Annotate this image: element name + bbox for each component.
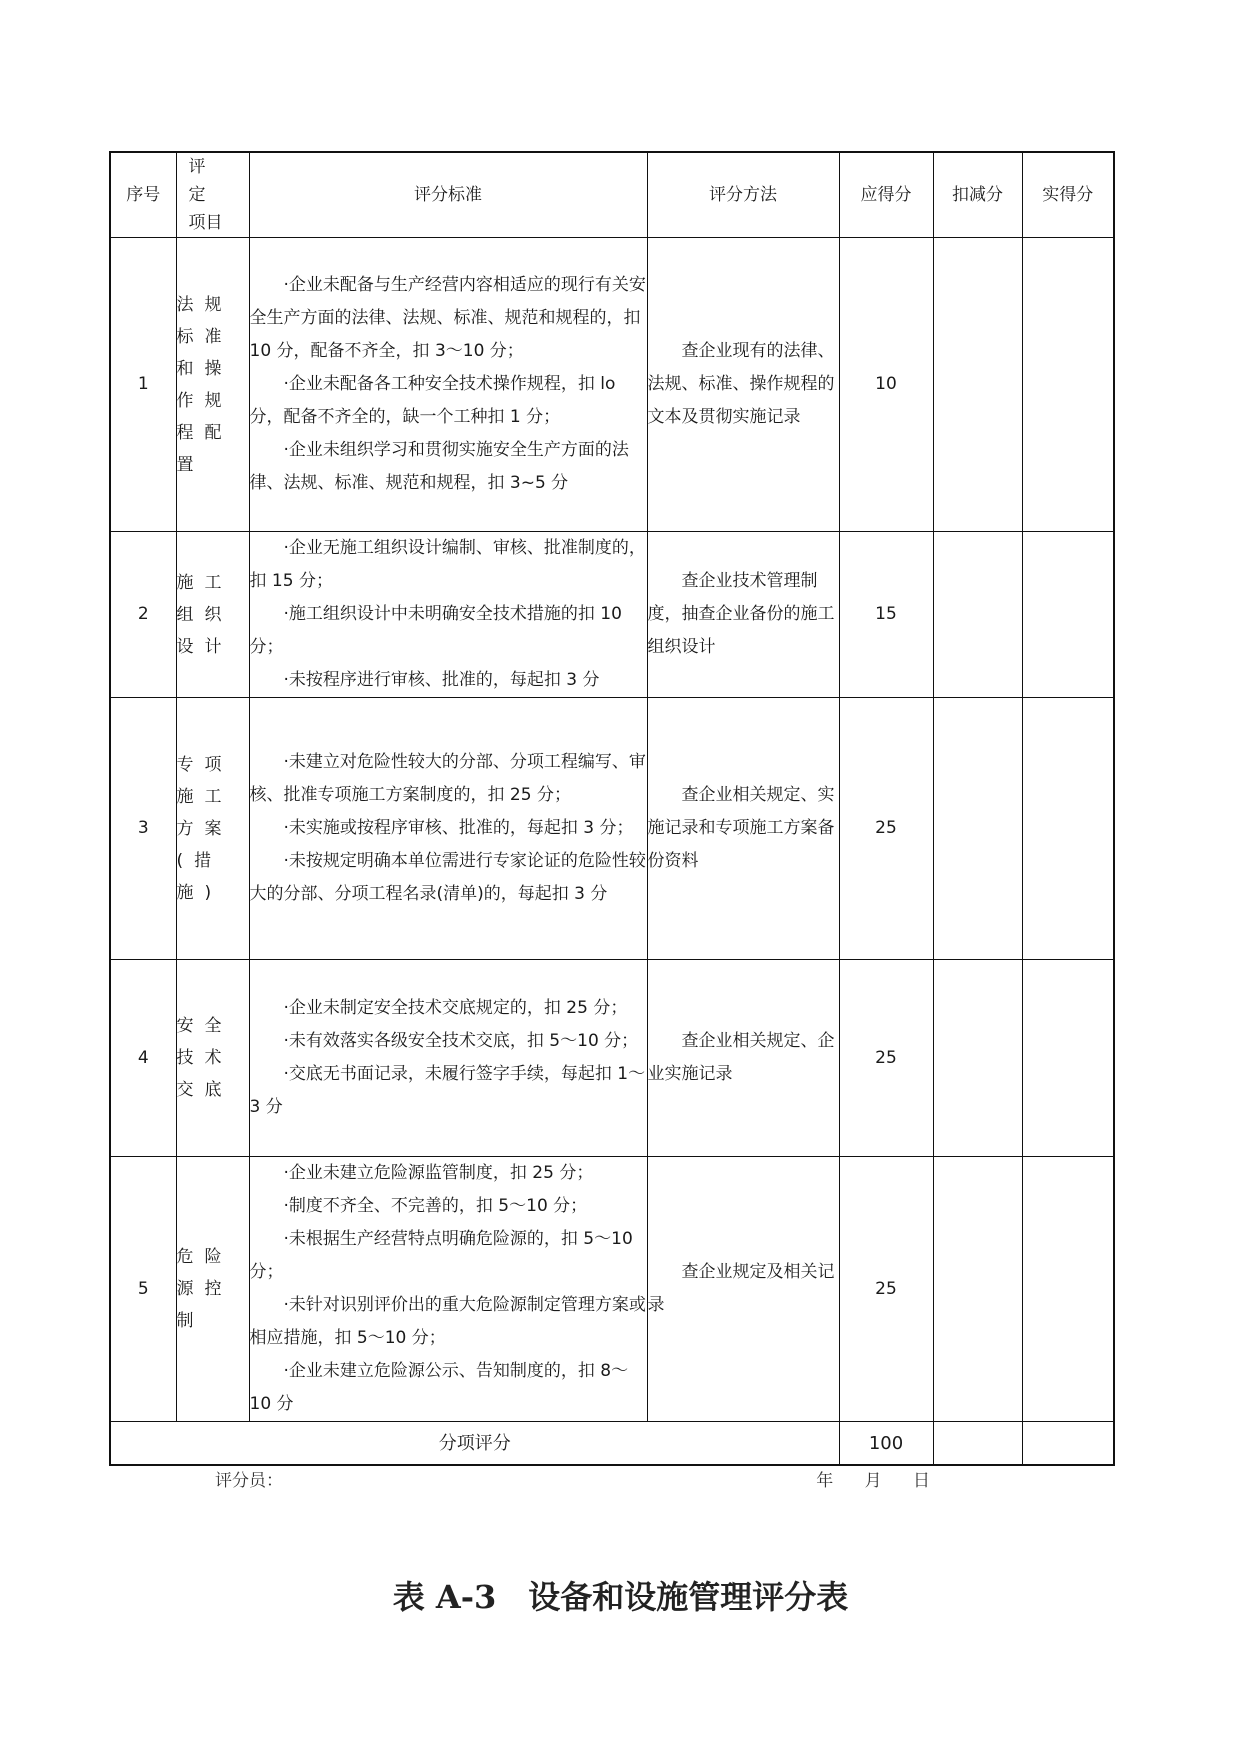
- row-item: [176, 1157, 249, 1422]
- row-criteria: [249, 532, 647, 698]
- method-text: 查企业现有的法律、法规、标准、操作规程的文本及贯彻实施记录: [647, 341, 835, 427]
- row-actual-cell: [1022, 1157, 1114, 1422]
- criteria-line: ·未实施或按程序审核、批准的，每起扣 3 分；: [283, 818, 634, 838]
- header-actual: 实得分: [1022, 152, 1114, 238]
- criteria-line: ·施工组织设计中未明确安全技术措施的扣 10 分；: [249, 604, 622, 657]
- criteria-line: ·企业未配备与生产经营内容相适应的现行有关安全生产方面的法律、法规、标准、规范和规程的，扣 10 分，配备不齐全，扣 3～10 分；: [249, 275, 646, 361]
- next-table-title: 表 A-3 设备和设施管理评分表: [392, 1578, 849, 1616]
- criteria-line: ·企业无施工组织设计编制、审核、批准制度的，扣 15 分；: [249, 538, 646, 591]
- row-actual-cell: [1022, 698, 1114, 960]
- row-criteria: [249, 698, 647, 960]
- row-deduct-cell: [933, 960, 1022, 1157]
- date-fields: [790, 1466, 930, 1491]
- row-points: 15: [839, 532, 933, 698]
- summary-points: 100: [839, 1422, 933, 1466]
- row-points: 25: [839, 960, 933, 1157]
- row-method: [647, 238, 839, 532]
- criteria-line: ·企业未配备各工种安全技术操作规程，扣 lo 分，配备不齐全的，缺一个工种扣 1 分；: [249, 374, 616, 427]
- row-item: [176, 532, 249, 698]
- row-method: [647, 1157, 839, 1422]
- header-method: 评分方法: [647, 152, 839, 238]
- row-item: [176, 698, 249, 960]
- row-deduct-cell: [933, 238, 1022, 532]
- row-points: 10: [839, 238, 933, 532]
- method-text: 查企业规定及相关记录: [647, 1262, 835, 1315]
- table-row: [110, 960, 1114, 1157]
- row-actual-cell: [1022, 532, 1114, 698]
- row-criteria: [249, 960, 647, 1157]
- table-row: [110, 532, 1114, 698]
- criteria-line: ·企业未组织学习和贯彻实施安全生产方面的法律、法规、标准、规范和规程，扣 3~5 分: [249, 440, 629, 493]
- criteria-line: ·未根据生产经营特点明确危险源的，扣 5～10 分；: [249, 1229, 633, 1282]
- row-criteria: [249, 238, 647, 532]
- row-item-text: 专项施工方案(措施): [176, 754, 233, 903]
- row-item: [176, 238, 249, 532]
- row-item-text: 施工组织设计: [176, 572, 233, 657]
- criteria-line: ·交底无书面记录，未履行签字手续，每起扣 1～3 分: [249, 1064, 646, 1117]
- header-points: 应得分: [839, 152, 933, 238]
- header-item: [176, 152, 249, 238]
- method-text: 查企业相关规定、企业实施记录: [647, 1031, 835, 1084]
- header-deduct: 扣减分: [933, 152, 1022, 238]
- row-actual-cell: [1022, 238, 1114, 532]
- criteria-line: ·企业未制定安全技术交底规定的，扣 25 分；: [283, 998, 628, 1018]
- criteria-line: ·未有效落实各级安全技术交底，扣 5～10 分；: [283, 1031, 639, 1051]
- row-method: [647, 532, 839, 698]
- table-row: [110, 698, 1114, 960]
- row-seq: 2: [110, 532, 176, 698]
- row-seq: 5: [110, 1157, 176, 1422]
- criteria-line: ·企业未建立危险源公示、告知制度的，扣 8～10 分: [249, 1361, 629, 1414]
- date-month: 月: [864, 1471, 882, 1491]
- date-day: 日: [913, 1471, 930, 1491]
- table-row: [110, 1157, 1114, 1422]
- row-item-text: 安全技术交底: [176, 1016, 233, 1100]
- summary-row: [110, 1422, 1114, 1466]
- row-points: 25: [839, 1157, 933, 1422]
- row-deduct-cell: [933, 532, 1022, 698]
- criteria-line: ·制度不齐全、不完善的，扣 5～10 分；: [283, 1196, 588, 1216]
- evaluator-label: 评分员：: [215, 1471, 283, 1491]
- row-item-text: 法规标准和操作规程配置: [176, 294, 233, 475]
- header-criteria: 评分标准: [249, 152, 647, 238]
- summary-deduct-cell: [933, 1422, 1022, 1466]
- summary-label: 分项评分: [110, 1422, 839, 1466]
- criteria-line: ·未针对识别评价出的重大危险源制定管理方案或相应措施，扣 5～10 分；: [249, 1295, 646, 1348]
- summary-actual-cell: [1022, 1422, 1114, 1466]
- header-item-line1: 评 定: [188, 157, 218, 205]
- criteria-line: ·未建立对危险性较大的分部、分项工程编写、审核、批准专项施工方案制度的，扣 25 分；: [249, 752, 646, 805]
- row-seq: 4: [110, 960, 176, 1157]
- row-method: [647, 698, 839, 960]
- row-actual-cell: [1022, 960, 1114, 1157]
- header-item-line2: 项目: [188, 213, 223, 233]
- method-text: 查企业相关规定、实施记录和专项施工方案备份资料: [647, 785, 835, 871]
- table-row: [110, 238, 1114, 532]
- row-item: [176, 960, 249, 1157]
- criteria-line: ·未按程序进行审核、批准的，每起扣 3 分: [283, 670, 600, 690]
- header-seq: 序号: [110, 152, 176, 238]
- row-seq: 1: [110, 238, 176, 532]
- method-text: 查企业技术管理制度，抽查企业备份的施工组织设计: [647, 571, 835, 657]
- row-method: [647, 960, 839, 1157]
- date-year: 年: [816, 1471, 834, 1491]
- row-criteria: [249, 1157, 647, 1422]
- row-deduct-cell: [933, 698, 1022, 960]
- row-deduct-cell: [933, 1157, 1022, 1422]
- row-seq: 3: [110, 698, 176, 960]
- signature-line: [215, 1466, 930, 1496]
- row-points: 25: [839, 698, 933, 960]
- row-item-text: 危险源控制: [176, 1247, 233, 1331]
- header-row: [110, 152, 1114, 238]
- scoring-table: [109, 151, 1115, 1466]
- criteria-line: ·未按规定明确本单位需进行专家论证的危险性较大的分部、分项工程名录(清单)的，每起扣 3 分: [249, 851, 646, 904]
- criteria-line: ·企业未建立危险源监管制度，扣 25 分；: [283, 1163, 594, 1183]
